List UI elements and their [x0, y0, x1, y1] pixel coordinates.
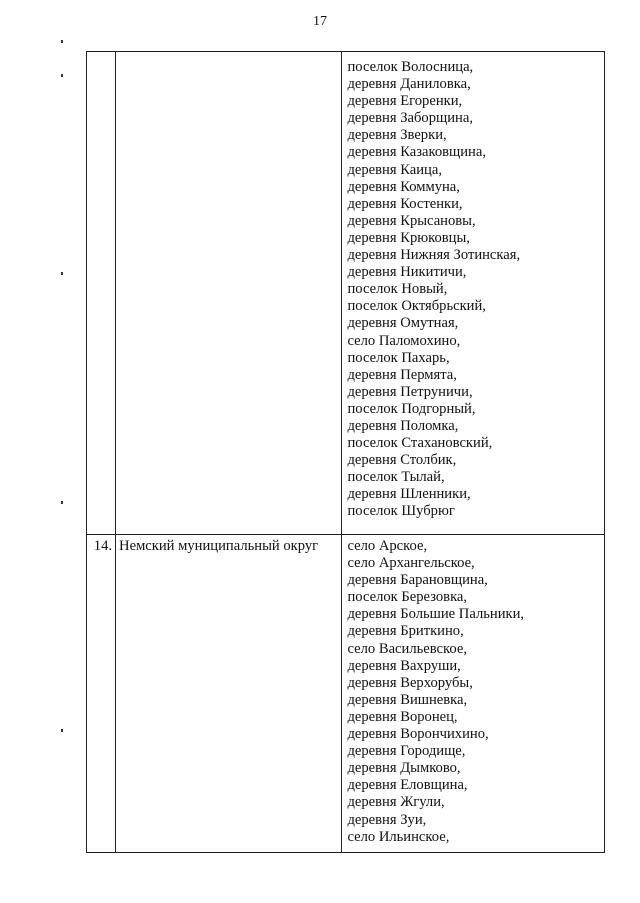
settlement-item: село Архангельское,	[347, 555, 475, 572]
settlement-item: поселок Шубрюг	[347, 503, 455, 520]
settlement-item: деревня Заборщина,	[347, 110, 473, 127]
settlements-table	[86, 51, 605, 853]
settlement-item: село Ильинское,	[347, 828, 450, 845]
settlement-item: поселок Новый,	[347, 281, 448, 298]
settlement-item: деревня Верхорубы,	[347, 674, 473, 691]
settlements-cell	[342, 52, 605, 535]
settlement-item: село Паломохино,	[347, 332, 461, 349]
settlement-item: деревня Городище,	[347, 743, 466, 760]
settlement-item: деревня Костенки,	[347, 195, 463, 212]
settlement-item: деревня Еловщина,	[347, 777, 468, 794]
settlement-item: деревня Зуи,	[347, 811, 427, 828]
settlement-item: деревня Шленники,	[347, 486, 471, 503]
settlement-item: поселок Стахановский,	[347, 435, 493, 452]
settlement-item: деревня Вахруши,	[347, 657, 461, 674]
settlement-item: деревня Пермята,	[347, 366, 457, 383]
settlement-item: деревня Зверки,	[347, 127, 447, 144]
settlement-item: деревня Каица,	[347, 161, 442, 178]
settlement-item: деревня Большие Пальники,	[347, 606, 525, 623]
settlement-item: поселок Тылай,	[347, 469, 445, 486]
settlement-item: деревня Жгули,	[347, 794, 445, 811]
settlement-item: село Васильевское,	[347, 640, 467, 657]
settlement-item: деревня Петруничи,	[347, 383, 473, 400]
settlement-item: деревня Столбик,	[347, 452, 457, 469]
settlement-list	[347, 538, 604, 846]
district-name: Немский муниципальный округ	[116, 535, 342, 853]
settlement-item: поселок Подгорный,	[347, 400, 476, 417]
settlement-item: деревня Казаковщина,	[347, 144, 486, 161]
table-row	[87, 52, 605, 535]
settlement-item: деревня Крысановы,	[347, 212, 476, 229]
settlement-item: деревня Никитичи,	[347, 264, 467, 281]
settlement-item: село Арское,	[347, 538, 428, 554]
settlement-item: деревня Омутная,	[347, 315, 459, 332]
settlement-list	[347, 59, 604, 521]
settlement-item: деревня Даниловка,	[347, 76, 471, 93]
page-number: 17	[313, 14, 327, 29]
settlement-item: деревня Нижняя Зотинская,	[347, 247, 521, 264]
row-number	[87, 52, 116, 535]
table-row	[87, 535, 605, 853]
settlement-item: деревня Крюковцы,	[347, 229, 470, 246]
margin-mark	[61, 74, 63, 77]
settlement-item: деревня Бриткино,	[347, 623, 464, 640]
district-name	[116, 52, 342, 535]
settlement-item: поселок Волосница,	[347, 59, 474, 75]
settlement-item: деревня Воронец,	[347, 708, 458, 725]
settlements-cell	[342, 535, 605, 853]
row-number: 14.	[87, 535, 116, 853]
margin-mark	[61, 40, 63, 43]
margin-mark	[61, 729, 63, 732]
settlement-item: деревня Поломка,	[347, 417, 459, 434]
settlement-item: деревня Коммуна,	[347, 178, 460, 195]
settlement-item: поселок Пахарь,	[347, 349, 450, 366]
settlement-item: поселок Березовка,	[347, 589, 468, 606]
settlement-item: деревня Дымково,	[347, 760, 461, 777]
margin-mark	[61, 501, 63, 504]
margin-mark	[61, 272, 63, 275]
settlement-item: деревня Барановщина,	[347, 572, 488, 589]
settlement-item: поселок Октябрьский,	[347, 298, 486, 315]
settlement-item: деревня Ворончихино,	[347, 726, 489, 743]
settlement-item: деревня Егоренки,	[347, 93, 463, 110]
settlement-item: деревня Вишневка,	[347, 691, 468, 708]
